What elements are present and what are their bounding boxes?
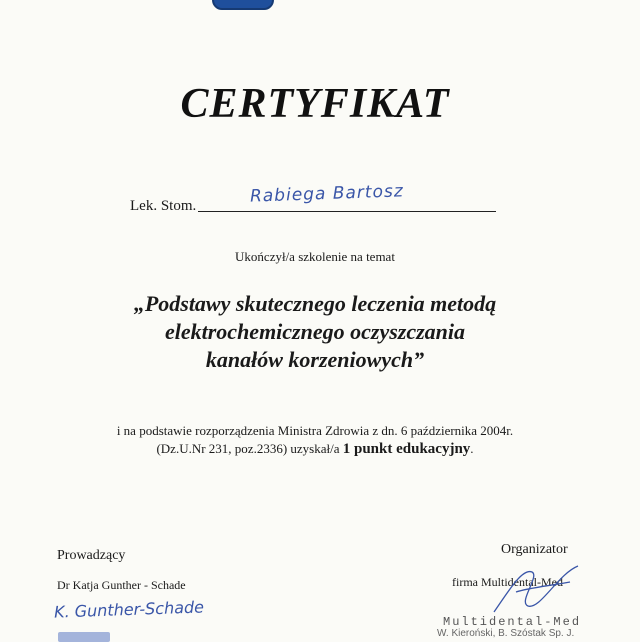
host-stamp-icon — [58, 632, 110, 642]
certificate-title: CERTYFIKAT — [180, 81, 450, 127]
regulation-line-1: i na podstawie rozporządzenia Ministra Zdrowia z dn. 6 października 2004r. — [116, 423, 514, 438]
organizer-signature-icon — [488, 562, 584, 618]
topic-line: „Podstawy skutecznego leczenia metodą — [133, 291, 497, 316]
host-name: Dr Katja Gunther - Schade — [57, 578, 186, 592]
organizer-stamp-owners: W. Kieroński, B. Szóstak Sp. J. — [437, 628, 575, 639]
recipient-underline — [198, 211, 496, 212]
organizer-name: firma Multidental-Med — [452, 575, 563, 589]
regulation-line-2 — [0, 440, 630, 458]
host-heading: Prowadzący — [57, 548, 126, 563]
regulation-text — [0, 422, 630, 458]
organizer-heading: Organizator — [501, 542, 568, 557]
host-signature: K. Gunther-Schade — [53, 597, 205, 622]
recipient-label: Lek. Stom. — [130, 198, 197, 214]
regulation-prefix: (Dz.U.Nr 231, poz.2336) uzyskał/a — [156, 441, 343, 456]
topic-line: kanałów korzeniowych” — [205, 347, 425, 372]
topic-line: elektrochemicznego oczyszczania — [164, 319, 466, 344]
recipient-row — [130, 181, 500, 216]
regulation-suffix: . — [470, 441, 474, 456]
completed-text: Ukończył/a szkolenie na temat — [235, 249, 395, 264]
logo-icon — [212, 0, 274, 10]
training-topic — [0, 290, 630, 374]
education-points: 1 punkt edukacyjny — [342, 441, 471, 457]
organizer-stamp-name: Multidental-Med — [443, 615, 582, 629]
recipient-name: Rabiega Bartosz — [249, 181, 405, 207]
